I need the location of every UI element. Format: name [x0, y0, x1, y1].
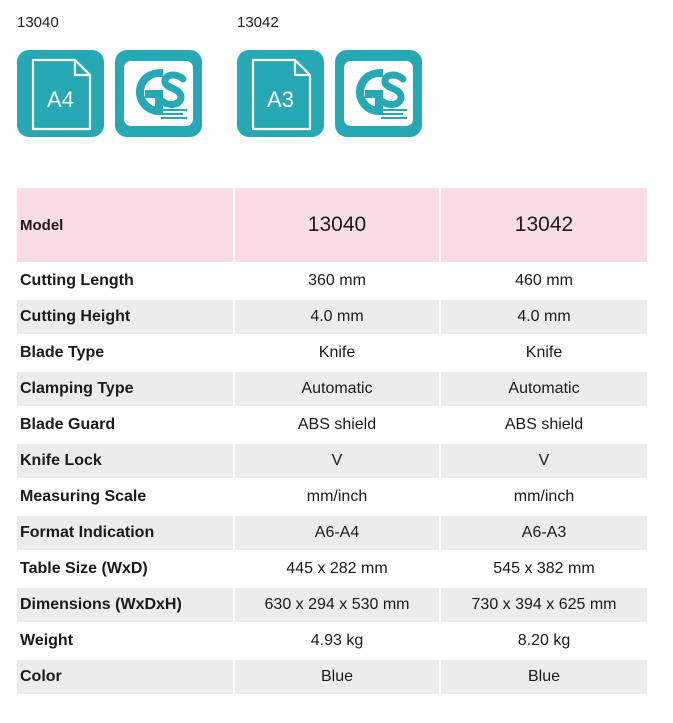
row-value-13042: 545 x 382 mm — [440, 551, 647, 587]
row-label: Format Indication — [17, 515, 234, 551]
table-row — [17, 443, 647, 479]
model-number: 13042 — [237, 14, 279, 31]
row-value-13040: Automatic — [234, 371, 440, 407]
row-value-13040: 4.0 mm — [234, 299, 440, 335]
row-value-13042: Automatic — [440, 371, 647, 407]
table-row — [17, 659, 647, 695]
header-model-13040: 13040 — [234, 188, 440, 263]
gs-safety-mark-icon — [115, 50, 202, 137]
row-label: Color — [17, 659, 234, 695]
table-row — [17, 551, 647, 587]
table-header-row — [17, 188, 647, 263]
row-value-13042: Knife — [440, 335, 647, 371]
row-value-13040: 630 x 294 x 530 mm — [234, 587, 440, 623]
row-label: Blade Guard — [17, 407, 234, 443]
table-row — [17, 587, 647, 623]
row-value-13042: 4.0 mm — [440, 299, 647, 335]
row-value-13042: A6-A3 — [440, 515, 647, 551]
row-value-13042: 460 mm — [440, 263, 647, 299]
row-label: Cutting Length — [17, 263, 234, 299]
gs-safety-mark-icon — [335, 50, 422, 137]
paper-format-icon — [17, 50, 104, 137]
table-row — [17, 479, 647, 515]
row-value-13040: 445 x 282 mm — [234, 551, 440, 587]
row-value-13040: Knife — [234, 335, 440, 371]
row-label: Dimensions (WxDxH) — [17, 587, 234, 623]
model-group-13042 — [237, 14, 422, 137]
row-label: Knife Lock — [17, 443, 234, 479]
row-value-13042: ABS shield — [440, 407, 647, 443]
paper-format-label: A4 — [47, 87, 74, 112]
row-value-13042: 730 x 394 x 625 mm — [440, 587, 647, 623]
row-label: Measuring Scale — [17, 479, 234, 515]
header-label: Model — [17, 188, 234, 263]
row-label: Cutting Height — [17, 299, 234, 335]
spec-table — [17, 188, 647, 696]
row-value-13040: V — [234, 443, 440, 479]
row-value-13040: A6-A4 — [234, 515, 440, 551]
model-group-13040 — [17, 14, 202, 137]
model-number: 13040 — [17, 14, 59, 31]
row-label: Clamping Type — [17, 371, 234, 407]
table-row — [17, 299, 647, 335]
row-value-13040: mm/inch — [234, 479, 440, 515]
row-label: Table Size (WxD) — [17, 551, 234, 587]
table-row — [17, 263, 647, 299]
row-value-13040: 360 mm — [234, 263, 440, 299]
table-row — [17, 335, 647, 371]
header-model-13042: 13042 — [440, 188, 647, 263]
row-label: Weight — [17, 623, 234, 659]
table-row — [17, 371, 647, 407]
model-icons — [237, 50, 422, 137]
row-value-13042: Blue — [440, 659, 647, 695]
row-value-13042: mm/inch — [440, 479, 647, 515]
model-icons — [17, 50, 202, 137]
row-value-13040: Blue — [234, 659, 440, 695]
table-row — [17, 515, 647, 551]
table-row — [17, 623, 647, 659]
row-value-13040: 4.93 kg — [234, 623, 440, 659]
row-value-13042: V — [440, 443, 647, 479]
table-row — [17, 407, 647, 443]
row-value-13040: ABS shield — [234, 407, 440, 443]
row-label: Blade Type — [17, 335, 234, 371]
paper-format-label: A3 — [267, 87, 294, 112]
paper-format-icon — [237, 50, 324, 137]
row-value-13042: 8.20 kg — [440, 623, 647, 659]
